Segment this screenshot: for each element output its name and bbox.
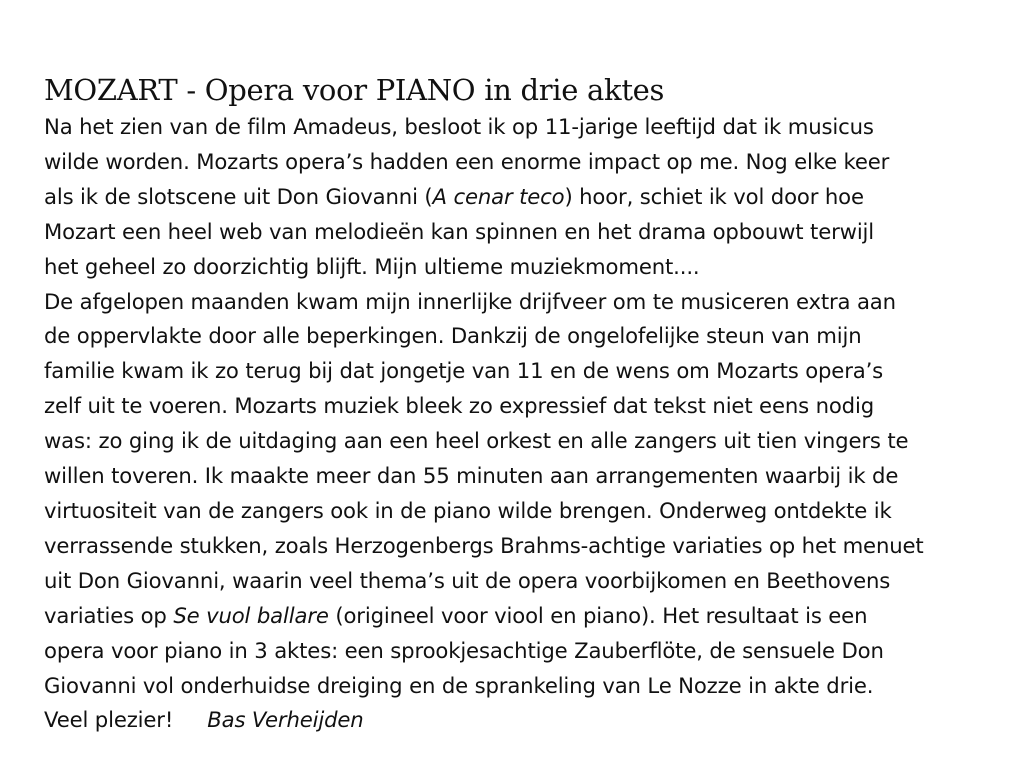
text-line xyxy=(44,180,1019,215)
text-segment: willen toveren. Ik maakte meer dan 55 minuten aan arrangementen waarbij ik de xyxy=(44,463,899,489)
text-segment: variaties op xyxy=(44,602,174,628)
text-segment: familie kwam ik zo terug bij dat jongetje van 11 en de wens om Mozarts opera’s xyxy=(44,358,884,384)
text-line xyxy=(44,669,1019,704)
text-segment: Na het zien van de film Amadeus, besloot ik op 11-jarige leeftijd dat ik musicus xyxy=(44,114,874,139)
text-segment: als ik de slotscene uit Don Giovanni ( xyxy=(44,183,433,209)
text-segment: virtuositeit van de zangers ook in de piano wilde brengen. Onderweg ontdekte ik xyxy=(44,497,892,523)
italic-title: Se vuol ballare xyxy=(173,602,329,628)
text-line xyxy=(44,250,1019,285)
text-segment: ) hoor, schiet ik vol door hoe xyxy=(564,183,864,209)
text-segment: Mozart een heel web van melodieën kan spinnen en het drama opbouwt terwijl xyxy=(44,218,875,244)
text-line xyxy=(44,215,1019,250)
page-title: MOZART - Opera voor PIANO in drie aktes xyxy=(44,73,665,107)
text-line xyxy=(44,494,1019,529)
text-line xyxy=(44,354,1019,389)
body-text xyxy=(44,110,1019,738)
text-segment: (origineel voor viool en piano). Het resultaat is een xyxy=(328,602,868,628)
signature: Bas Verheijden xyxy=(207,707,364,733)
text-segment: uit Don Giovanni, waarin veel thema’s uit de opera voorbijkomen en Beethovens xyxy=(44,567,891,593)
text-segment: zelf uit te voeren. Mozarts muziek bleek zo expressief dat tekst niet eens nodig xyxy=(44,393,875,419)
text-line xyxy=(44,319,1019,354)
closing-text: Veel plezier! xyxy=(44,707,174,733)
text-line xyxy=(44,285,1019,320)
text-line xyxy=(44,564,1019,599)
text-segment: wilde worden. Mozarts opera’s hadden een enorme impact op me. Nog elke keer xyxy=(44,148,890,174)
text-line xyxy=(44,145,1019,180)
text-line xyxy=(44,389,1019,424)
text-line xyxy=(44,634,1019,669)
text-segment: was: zo ging ik de uitdaging aan een heel orkest en alle zangers uit tien vingers te xyxy=(44,428,909,454)
text-line xyxy=(44,599,1019,634)
text-segment: de oppervlakte door alle beperkingen. Dankzij de ongelofelijke steun van mijn xyxy=(44,323,862,349)
text-segment: verrassende stukken, zoals Herzogenbergs Brahms-achtige variaties op het menuet xyxy=(44,532,924,558)
text-segment: Giovanni vol onderhuidse dreiging en de sprankeling van Le Nozze in akte drie. xyxy=(44,672,874,698)
italic-title: A cenar teco xyxy=(432,183,565,209)
text-segment: het geheel zo doorzichtig blijft. Mijn ultieme muziekmoment.... xyxy=(44,253,700,279)
closing-line xyxy=(44,703,1019,738)
text-line xyxy=(44,529,1019,564)
text-line xyxy=(44,424,1019,459)
text-segment: opera voor piano in 3 aktes: een sprookjesachtige Zauberflöte, de sensuele Don xyxy=(44,637,884,663)
text-line xyxy=(44,110,1019,145)
text-segment: De afgelopen maanden kwam mijn innerlijke drijfveer om te musiceren extra aan xyxy=(44,288,896,314)
document-page xyxy=(44,70,1019,738)
text-line xyxy=(44,459,1019,494)
